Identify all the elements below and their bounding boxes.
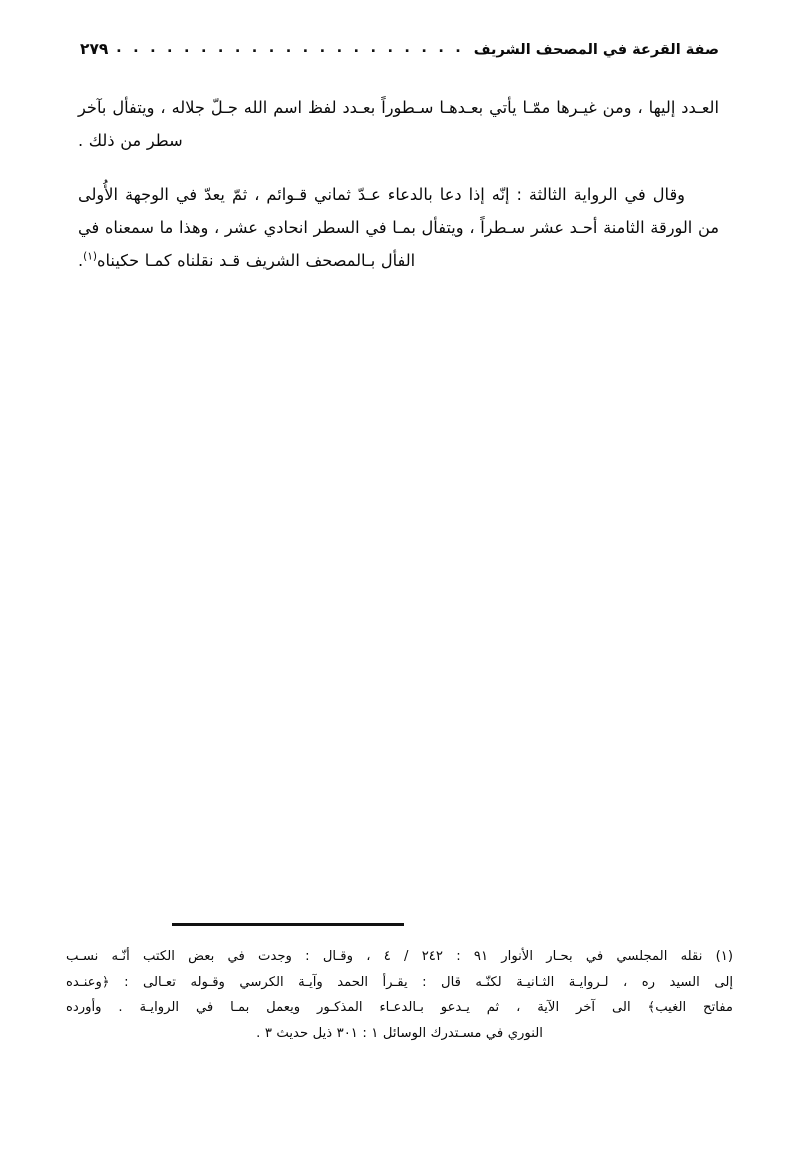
footnote-block — [66, 944, 733, 1047]
body-text — [78, 92, 719, 292]
paragraph-2 — [78, 179, 719, 277]
page-header — [80, 40, 719, 70]
footnote-line-3: مفاتح الغيب﴾ الى آخر الآية ، ثم يـدعو بـالدعـاء المذكـور ويعمل بمـا في الروايـة . وأورده — [66, 1000, 733, 1016]
paragraph-2-text: وقال في الرواية الثالثة : إنّه إذا دعا بالدعاء عـدّ ثماني قـوائم ، ثمّ يعدّ في الوجهة الأُولى من الورقة الثامنة أحـد عشر سـطراً ، ويتفأل بمـا في السطر انحادي عشر ، وهذا ما سمعناه في الفأل بـالمصحف الشريف قـد نقلناه كمـا حكيناه — [78, 185, 719, 270]
paragraph-1: العـدد إليها ، ومن غيـرها ممّـا يأتي بعـدهـا سـطوراً بعـدد لفظ اسم الله جـلّ جلاله ، ويتفأل بآخر سطر من ذلك . — [78, 98, 719, 150]
footnote-reference-marker[interactable]: (١) — [83, 250, 98, 263]
footnote-line-2: إلى السيد ره ، لـروايـة الثـانيـة لكنّـه قال : يقـرأ الحمد وآيـة الكرسي وقـوله تعـالى : ﴿وعنـده — [66, 974, 733, 990]
footnote-line-4: النوري في مسـتدرك الوسائل ١ : ٣٠١ ذيل حديث ٣ . — [256, 1026, 543, 1042]
footnote-line-1: (١) نقله المجلسي في بحـار الأنوار ٩١ : ٢٤٢ / ٤ ، وقـال : وجدت في بعض الكتب أنّـه نسـب — [66, 949, 734, 964]
footnote-separator-rule — [172, 923, 404, 926]
paragraph-2-period: . — [78, 250, 84, 270]
header-chapter-title: صفة القرعة في المصحف الشريف — [473, 42, 719, 58]
page-number: ٢٧٩ — [80, 40, 109, 58]
header-dot-leader: . . . . . . . . . . . . . . . . . . . . . — [116, 40, 464, 56]
